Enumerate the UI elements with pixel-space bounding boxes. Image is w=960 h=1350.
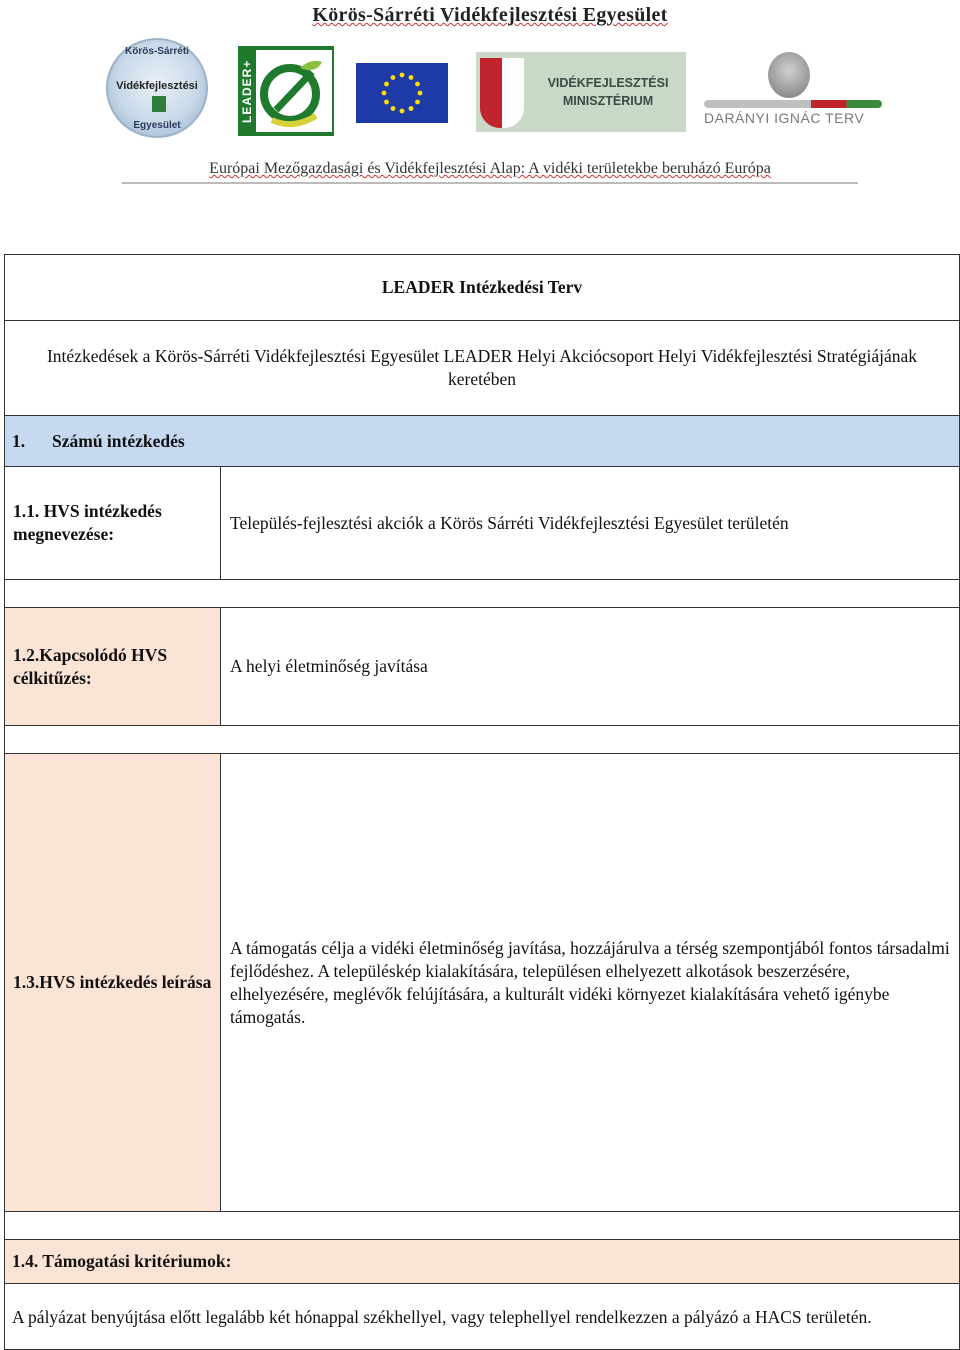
row-value-1-4: A pályázat benyújtása előtt legalább két hónappal székhellyel, vagy telephellyel rendelkezzen a pályázó a HACS területén. xyxy=(12,1306,872,1327)
koros-logo-bottom-text: Egyesület xyxy=(133,120,181,131)
row-label-1-1: 1.1. HVS intézkedés megnevezése: xyxy=(5,467,221,579)
table-intro-row xyxy=(5,321,959,416)
fund-slogan xyxy=(122,160,858,184)
hungarian-coat-of-arms-icon xyxy=(480,58,524,128)
koros-logo-middle-text: Vidékfejlesztési xyxy=(116,80,198,92)
ministry-line-1: VIDÉKFEJLESZTÉSI xyxy=(547,76,669,90)
leader-emblem-icon xyxy=(256,50,332,132)
ministry-logo-text xyxy=(538,74,678,110)
row-label-1-2: 1.2.Kapcsolódó HVS célkitűzés: xyxy=(5,608,221,725)
document-title: LEADER Intézkedési Terv xyxy=(381,277,583,297)
koros-logo-top-text: Körös-Sárréti xyxy=(125,46,189,57)
leader-logo-text: LEADER+ xyxy=(240,59,254,123)
table-row xyxy=(5,754,959,1212)
row-value-1-3: A támogatás célja a vidéki életminőség javítása, hozzájárulva a térség szempontjából fontos társadalmi fejlődéshez. A településkép kialakítására, településen elhelyezett alkotások beszerzésére, elhelyezésére, meglévők felújítására, a kulturált vidéki környezet kialakítására vehető igénybe támogatás. xyxy=(230,937,950,1027)
daranyi-logo-text: DARÁNYI IGNÁC TERV xyxy=(704,110,865,126)
table-row xyxy=(5,1240,959,1284)
table-row xyxy=(5,1284,959,1350)
spacer-row xyxy=(5,580,959,608)
leader-logo xyxy=(238,46,334,136)
section-label: Számú intézkedés xyxy=(52,430,185,451)
tricolor-stripe xyxy=(704,100,882,108)
ministry-logo xyxy=(476,52,686,132)
section-heading xyxy=(5,430,959,453)
fund-slogan-text: Európai Mezőgazdasági és Vidékfejlesztési Alap: A vidéki területekbe beruházó Európa xyxy=(209,160,771,177)
document-intro: Intézkedések a Körös-Sárréti Vidékfejlesztési Egyesület LEADER Helyi Akciócsoport Helyi Vidékfejlesztési Stratégiájának keretében xyxy=(46,346,918,389)
spacer-row xyxy=(5,726,959,754)
row-label-1-3: 1.3.HVS intézkedés leírása xyxy=(5,754,221,1211)
spacer-row xyxy=(5,1212,959,1240)
measure-table xyxy=(4,254,960,1350)
organization-title: Körös-Sárréti Vidékfejlesztési Egyesület xyxy=(312,4,668,26)
daranyi-ignac-terv-logo xyxy=(704,52,884,132)
table-row xyxy=(5,467,959,580)
section-header-row xyxy=(5,416,959,467)
row-value-1-1: Település-fejlesztési akciók a Körös Sárréti Vidékfejlesztési Egyesület területén xyxy=(230,512,789,533)
eu-flag-icon xyxy=(356,63,448,123)
row-label-1-4: 1.4. Támogatási kritériumok: xyxy=(12,1251,232,1271)
table-row xyxy=(5,608,959,726)
table-title-row xyxy=(5,255,959,321)
portrait-icon xyxy=(768,52,810,98)
koros-sarreti-logo xyxy=(106,38,208,138)
row-value-1-2: A helyi életminőség javítása xyxy=(230,656,428,676)
section-number: 1. xyxy=(12,430,26,451)
koros-logo-emblem-icon xyxy=(152,96,166,112)
ministry-line-2: MINISZTÉRIUM xyxy=(562,94,654,108)
